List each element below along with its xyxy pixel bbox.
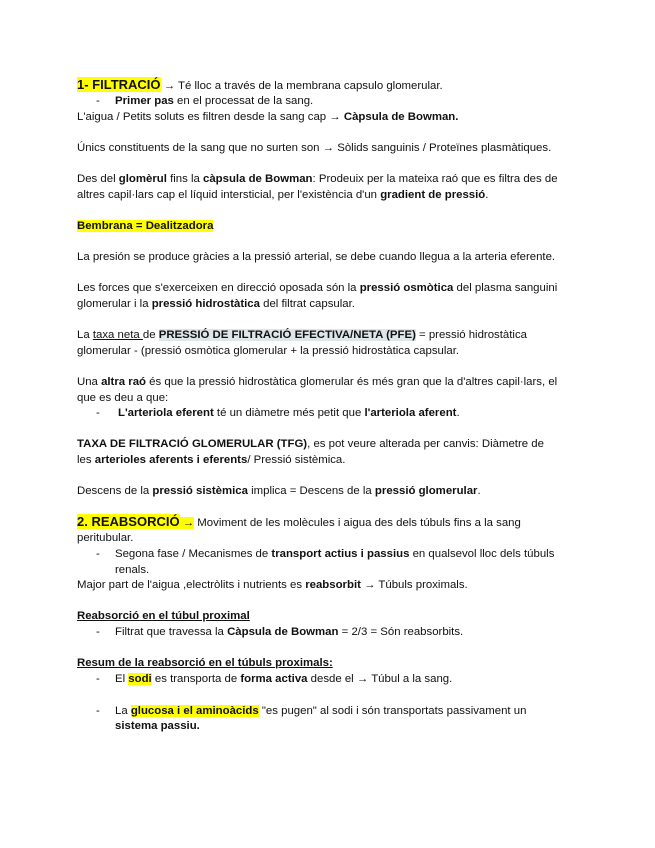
subheading-tubul-proximal	[77, 609, 250, 623]
text: glomerular i la	[77, 298, 152, 310]
bold-text: transport actius i passius	[271, 548, 410, 560]
text: altres capil·lars cap el líquid intersticial, per l'existència d'un	[77, 189, 381, 201]
text: Des del	[77, 173, 119, 185]
text: de	[142, 329, 159, 341]
text: .	[456, 407, 460, 419]
section-1-title: 1- FILTRACIÓ	[77, 77, 161, 92]
text: L'aigua / Petits soluts es filtren desde la sang cap →	[77, 111, 344, 123]
bullet-arteriola	[118, 406, 460, 420]
bullet-glucosa-line2	[115, 719, 200, 733]
text: Segona fase / Mecanismes de	[115, 548, 272, 560]
bold-text: pressió hidrostàtica	[151, 298, 260, 310]
paragraph-major-part	[77, 578, 468, 592]
text: té un diàmetre més petit que	[213, 407, 365, 419]
paragraph-tfg-line1	[77, 437, 544, 451]
bullet-segona-fase-line1	[115, 547, 554, 561]
text: Major part de l'aigua ,electròlits i nutrients es	[77, 579, 306, 591]
paragraph-forces-line1	[77, 281, 557, 295]
bullet-primer-pas	[115, 94, 313, 108]
text: Descens de la	[77, 485, 153, 497]
paragraph-altra-rao-line1	[77, 375, 557, 389]
bullet-marker: -	[96, 548, 100, 560]
text: La	[77, 329, 93, 341]
section-2-heading-line	[77, 515, 521, 530]
bullet-marker: -	[96, 407, 100, 419]
paragraph-glomerul-line2	[77, 188, 488, 202]
bold-text: pressió osmòtica	[359, 282, 454, 294]
bold-text: glucosa i el aminoàcids	[130, 705, 259, 717]
text: les	[77, 454, 95, 466]
bullet-filtrat	[115, 625, 463, 639]
text: implica = Descens de la	[247, 485, 375, 497]
bold-text: sistema passiu.	[115, 720, 200, 732]
text: Moviment de les molècules i aigua des dels túbuls fins a la sang	[194, 517, 521, 529]
bold-text: reabsorbit	[305, 579, 361, 591]
section-1-intro: → Té lloc a través de la membrana capsulo glomerular.	[160, 80, 443, 92]
bold-text: sodi	[128, 673, 152, 685]
bold-text: l'arteriola aferent	[364, 407, 457, 419]
paragraph-pfe-line1	[77, 328, 527, 342]
section-2-heading-line2: peritubular.	[77, 532, 134, 544]
text: del filtrat capsular.	[259, 298, 355, 310]
paragraph-presion: La presión se produce gràcies a la pressió arterial, se debe cuando llegua a la arteria eferente.	[77, 251, 556, 263]
text: El	[115, 673, 129, 685]
bold-text: altra raó	[101, 376, 147, 388]
bullet-glucosa-line1	[115, 704, 526, 718]
paragraph-unics: Únics constituents de la sang que no surten son → Sòlids sanguinis / Proteïnes plasmàtiques.	[77, 142, 552, 154]
text: .	[485, 189, 489, 201]
text: en qualsevol lloc dels túbuls	[409, 548, 555, 560]
text: La	[115, 705, 131, 717]
text: Filtrat que travessa la	[115, 626, 228, 638]
paragraph-forces-line2	[77, 297, 355, 311]
paragraph-tfg-line2	[77, 453, 345, 467]
bold-text: Càpsula de Bowman	[227, 626, 339, 638]
paragraph-pfe-line2: glomerular - (pressió osmòtica glomerular + la pressió hidrostàtica capsular.	[77, 345, 460, 357]
bold-text: PRESSIÓ DE FILTRACIÓ EFECTIVA/NETA (PFE)	[158, 329, 416, 341]
section-1-heading-line	[77, 78, 443, 93]
text: → Túbuls proximals.	[360, 579, 468, 591]
paragraph-descens	[77, 484, 481, 498]
paragraph-glomerul-line1	[77, 172, 558, 186]
bullet-marker: -	[96, 673, 100, 685]
paragraph-filtren	[77, 110, 458, 124]
bold-text: pressió sistèmica	[152, 485, 248, 497]
bold-text: glomèrul	[118, 173, 167, 185]
bold-text: TAXA DE FILTRACIÓ GLOMERULAR (TFG)	[77, 438, 308, 450]
text: .	[477, 485, 481, 497]
bullet-marker: -	[96, 626, 100, 638]
text: , es pot veure alterada per canvis: Diàmetre de	[307, 438, 544, 450]
bold-text: L'arteriola eferent	[118, 407, 214, 419]
text: / Pressió sistèmica.	[247, 454, 346, 466]
bold-text: Càpsula de Bowman.	[343, 111, 459, 123]
text: = 2/3 = Són reabsorbits.	[338, 626, 464, 638]
underlined-heading: Resum de la reabsorció en el túbuls proximals:	[77, 657, 333, 669]
bullet-marker: -	[96, 95, 100, 107]
bold-text: Primer pas	[115, 95, 174, 107]
text: Una	[77, 376, 102, 388]
text: es transporta de	[151, 673, 241, 685]
bullet-marker: -	[96, 705, 100, 717]
bold-text: Bembrana = Dealitzadora	[77, 220, 214, 232]
text: "es pugen" al sodi i són transportats passivament un	[258, 705, 527, 717]
bullet-sodi	[115, 672, 452, 686]
text: : Prodeuix per la mateixa raó que es filtra des de	[312, 173, 558, 185]
bold-text: arterioles aferents i eferents	[94, 454, 248, 466]
bold-text: forma activa	[240, 673, 308, 685]
bold-text: gradient de pressió	[380, 189, 486, 201]
paragraph-altra-rao-line2: que es deu a que:	[77, 392, 169, 404]
bold-text: pressió glomerular	[374, 485, 478, 497]
text: del plasma sanguini	[453, 282, 558, 294]
text: fins la	[166, 173, 203, 185]
arrow-text: →	[179, 517, 195, 529]
text: desde el → Túbul a la sang.	[307, 673, 453, 685]
section-2-title: 2. REABSORCIÓ	[77, 514, 180, 529]
text: Les forces que s'exerceixen en direcció oposada són la	[77, 282, 360, 294]
highlight-bembrana	[77, 219, 213, 233]
underlined-text: taxa neta	[92, 329, 143, 341]
text: és que la pressió hidrostàtica glomerular és més gran que la d'altres capil·lars, el	[146, 376, 558, 388]
subheading-resum	[77, 656, 333, 670]
underlined-heading: Reabsorció en el túbul proximal	[77, 610, 250, 622]
bold-text: càpsula de Bowman	[203, 173, 313, 185]
text: = pressió hidrostàtica	[415, 329, 527, 341]
text: en el processat de la sang.	[173, 95, 314, 107]
bullet-segona-fase-line2: renals.	[115, 564, 150, 576]
